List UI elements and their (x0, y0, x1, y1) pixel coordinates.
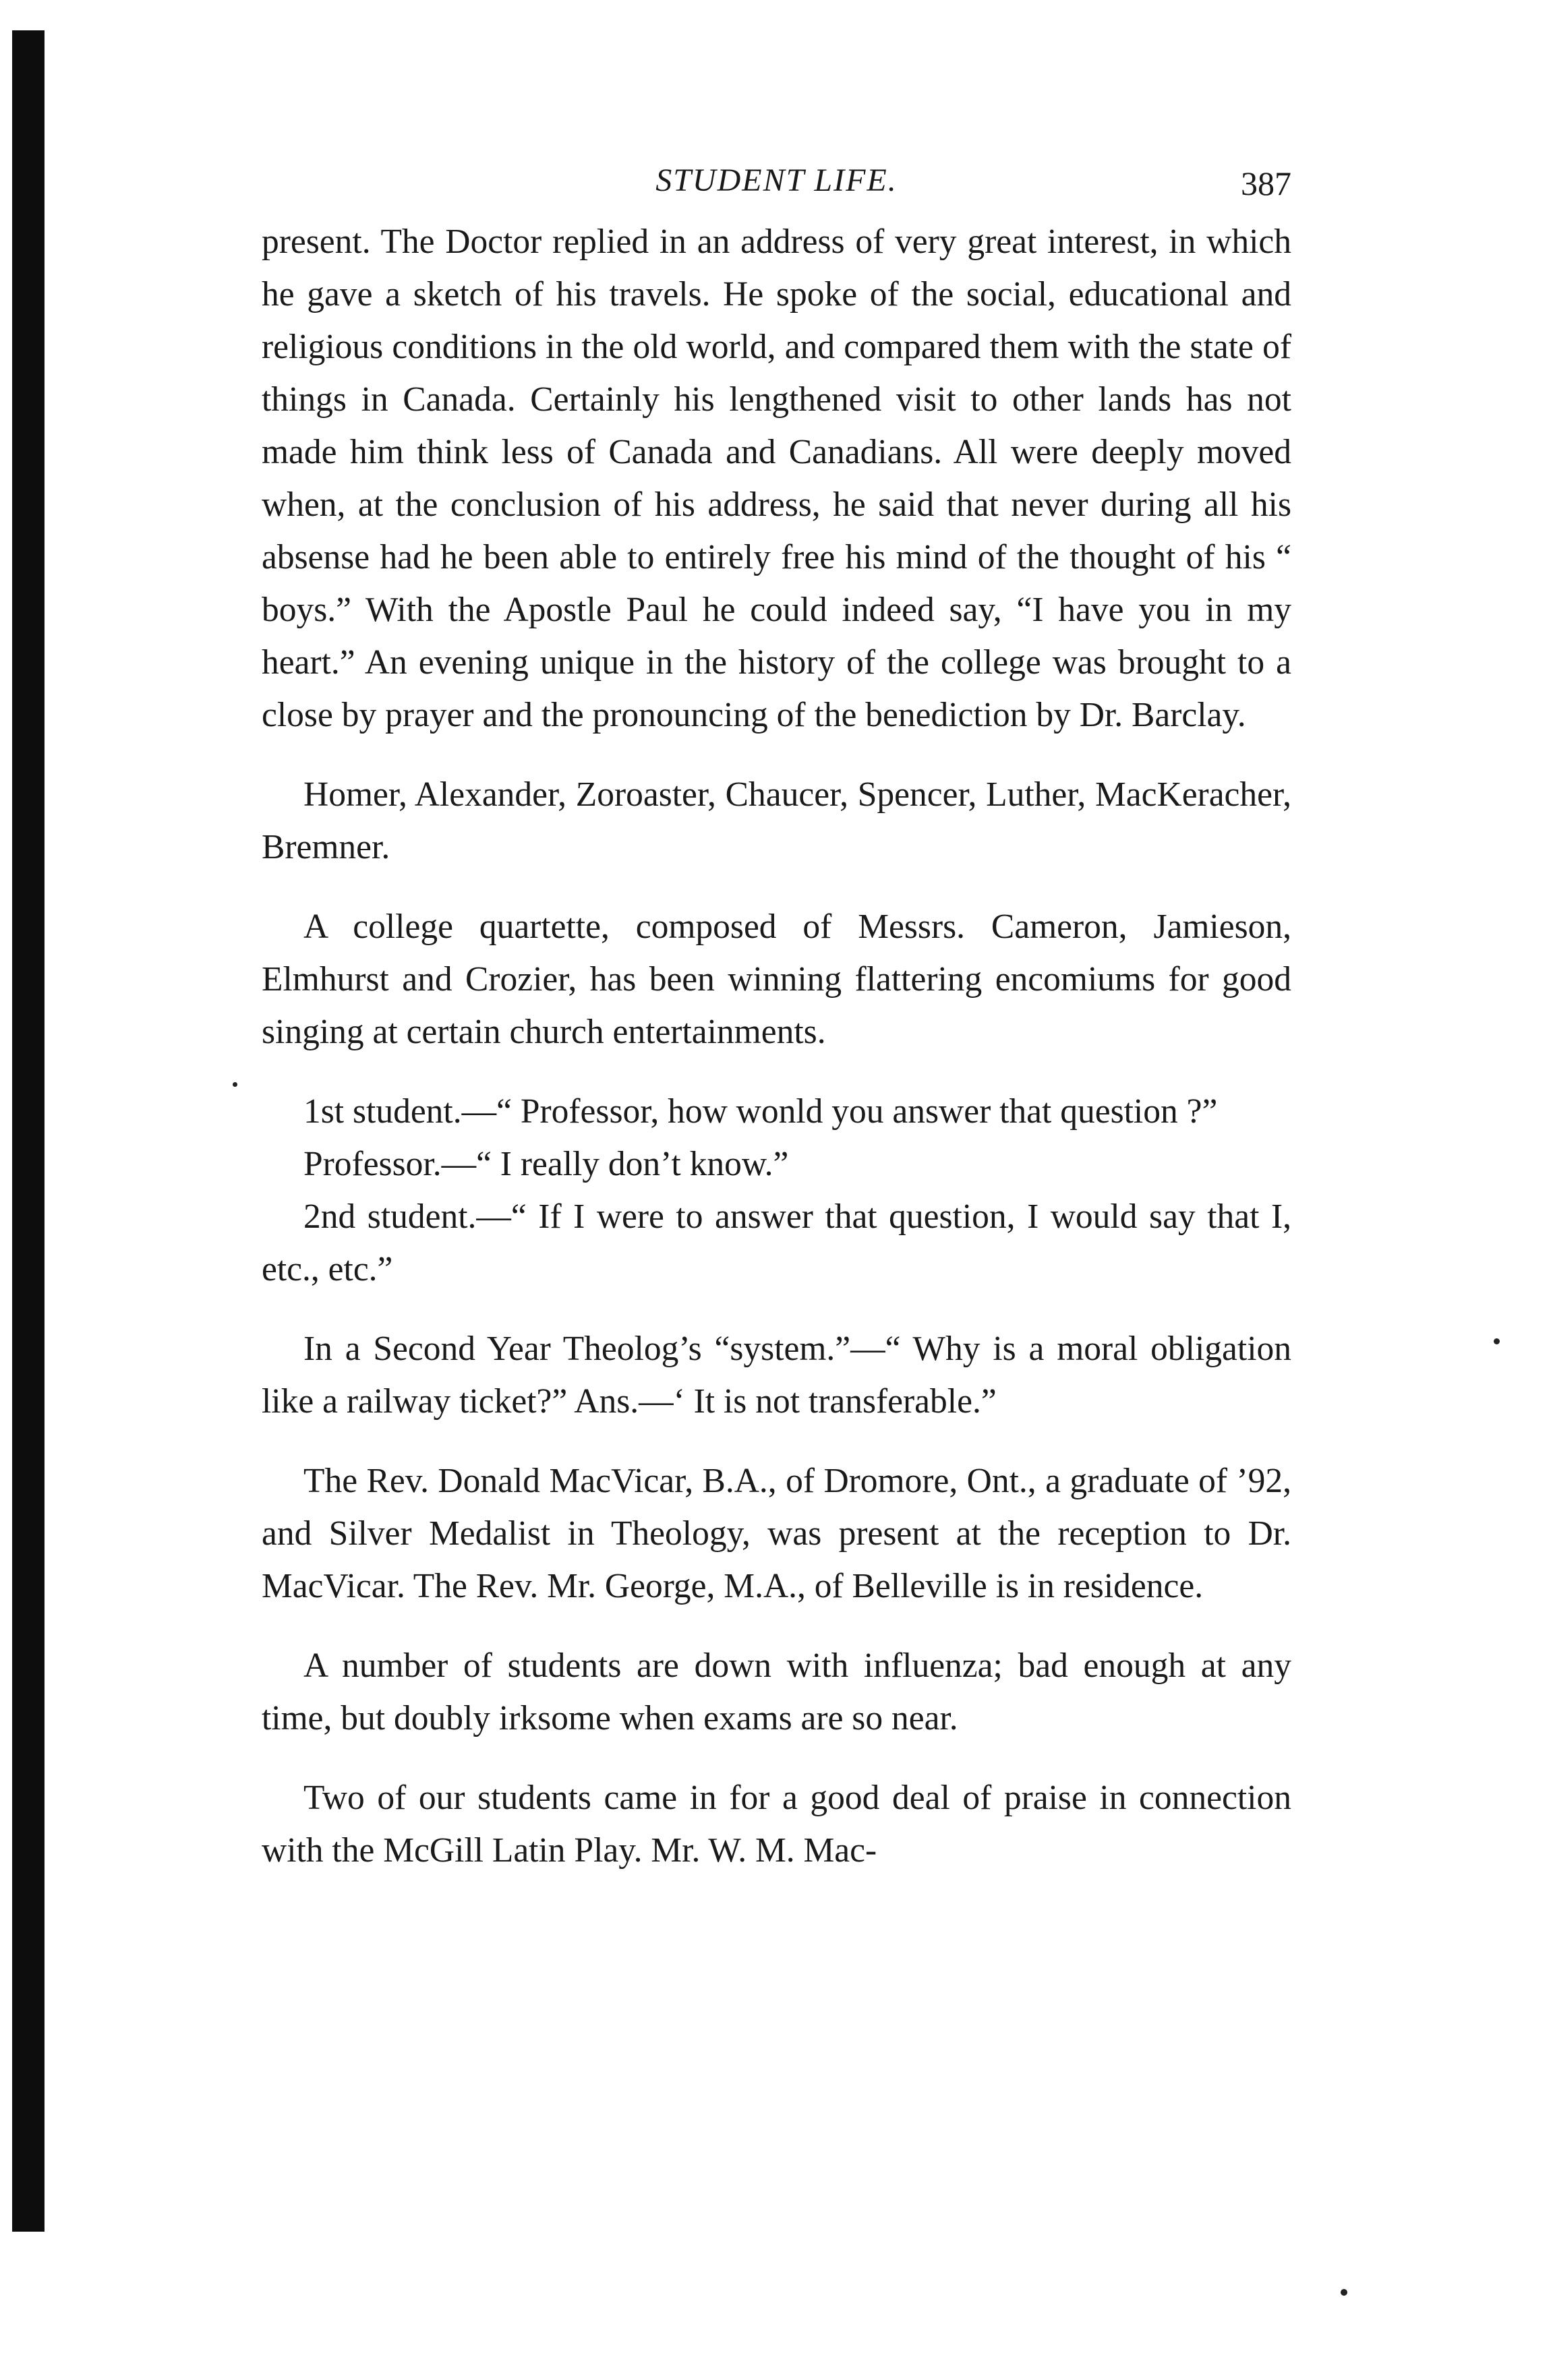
paragraph-second-student: 2nd student.—“ If I were to answer that question, I would say that I, etc., etc.” (262, 1197, 1291, 1288)
speck-mark (233, 1082, 237, 1087)
paragraph-theolog-system: In a Second Year Theolog’s “system.”—“ Why is a moral obligation like a railway ticket?” Ans.—‘ It is not transferable.” (262, 1330, 1291, 1421)
paragraph-professor-reply: Professor.—“ I really don’t know.” (303, 1145, 789, 1183)
paragraph-quartette: A college quartette, composed of Messrs. Cameron, Jamieson, Elmhurst and Crozier, has been winning flattering encomiums for good singing at certain church entertainments. (262, 908, 1291, 1051)
paragraph-first-student: 1st student.—“ Professor, how wonld you answer that question ?” (303, 1092, 1218, 1131)
page-body (262, 216, 1291, 1877)
paragraph-names-list: Homer, Alexander, Zoroaster, Chaucer, Spencer, Luther, MacKeracher, Bremner. (262, 775, 1291, 866)
paragraph-influenza: A number of students are down with influenza; bad enough at any time, but doubly irksome when exams are so near. (262, 1646, 1291, 1737)
speck-mark (1494, 1338, 1500, 1344)
paragraph-rev-macvicar: The Rev. Donald MacVicar, B.A., of Dromore, Ont., a graduate of ’92, and Silver Medalist in Theology, was present at the reception to Dr. MacVicar. The Rev. Mr. George, M.A., of Belleville is in residence. (262, 1462, 1291, 1605)
binding-edge (12, 30, 45, 2232)
paragraph-reception-continued: present. The Doctor replied in an address of very great interest, in which he gave a sketch of his travels. He spoke of the social, educational and religious conditions in the old world, and compared them with the state of things in Canada. Certainly his lengthened visit to other lands has not made him think less of Canada and Canadians. All were deeply moved when, at the conclusion of his address, he said that never during all his absense had he been able to entirely free his mind of the thought of his “ boys.” With the Apostle Paul he could indeed say, “I have you in my heart.” An evening unique in the history of the college was brought to a close by prayer and the pronouncing of the benediction by Dr. Barclay. (262, 222, 1291, 734)
page-number: 387 (1241, 165, 1291, 202)
running-title: STUDENT LIFE. (655, 162, 898, 198)
page-header (262, 160, 1291, 214)
paragraph-latin-play: Two of our students came in for a good deal of praise in connection with the McGill Latin Play. Mr. W. M. Mac- (262, 1779, 1291, 1870)
speck-mark (1341, 2289, 1347, 2296)
